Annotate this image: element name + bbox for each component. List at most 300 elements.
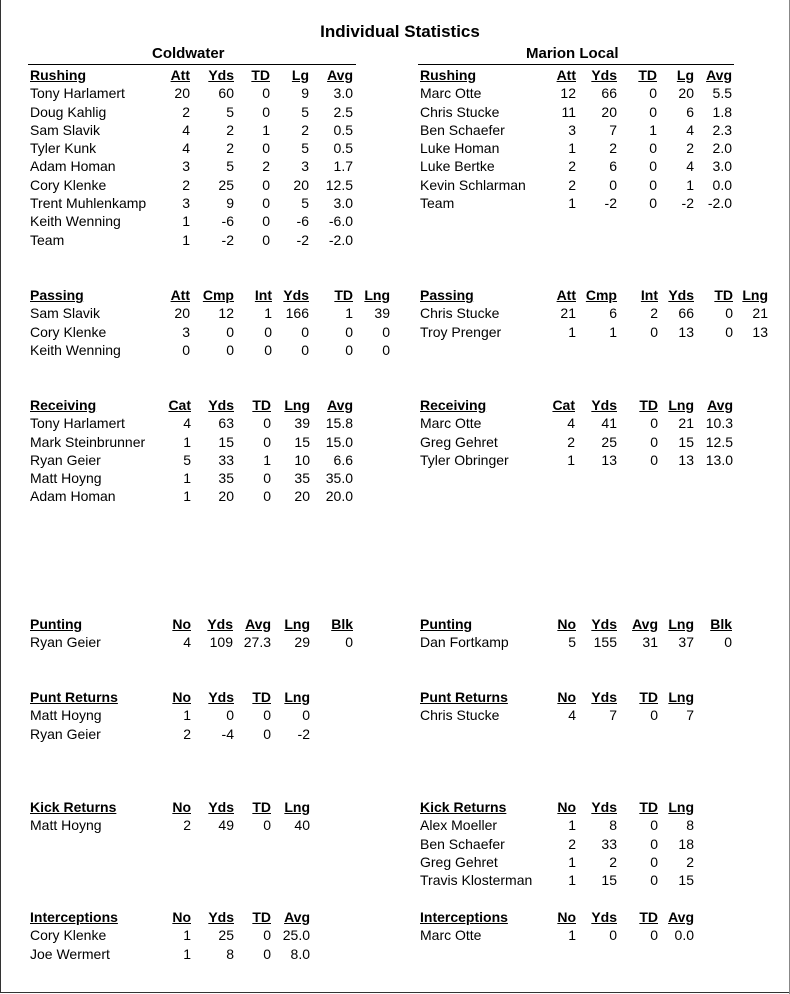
kick-returns-table-coldwater [30, 798, 310, 835]
section-heading: Punting [30, 616, 83, 632]
stat-value: 5 [183, 451, 191, 468]
player-name: Cory Klenke [30, 176, 107, 193]
column-header: No [557, 909, 576, 925]
receiving-table-coldwater [30, 396, 353, 506]
stat-value: 8 [686, 817, 694, 834]
column-header: TD [638, 67, 657, 83]
column-header: Cat [552, 397, 575, 413]
stat-value: 2 [226, 140, 234, 157]
stat-value: 0 [301, 323, 309, 340]
stat-value: -2.0 [328, 231, 353, 248]
stat-value: 25 [218, 927, 234, 944]
column-header: Lng [284, 616, 310, 632]
stat-value: 15 [601, 872, 617, 889]
player-name: Ben Schaefer [420, 835, 505, 852]
stat-value: 1 [183, 470, 191, 487]
team-rule-marion-local [418, 64, 734, 65]
column-header: Yds [207, 616, 233, 632]
player-name: Matt Hoyng [30, 707, 102, 724]
table-row [30, 725, 310, 743]
stat-value: -2.0 [707, 195, 732, 212]
player-name: Matt Hoyng [30, 817, 102, 834]
stat-value: 12 [560, 85, 576, 102]
column-header: Blk [710, 616, 732, 632]
stat-value: 12.5 [325, 176, 353, 193]
stat-value: 6 [609, 305, 617, 322]
table-header-row [30, 286, 390, 304]
stat-value: 2 [609, 140, 617, 157]
stat-value: 37 [678, 634, 694, 651]
table-row [420, 926, 694, 944]
stat-value: 15 [678, 872, 694, 889]
stat-value: 0.5 [333, 121, 353, 138]
stat-value: 1 [568, 140, 576, 157]
table-row [30, 139, 353, 157]
section-heading: Passing [420, 287, 474, 303]
rushing-table-marion-local [420, 66, 732, 212]
table-row [420, 816, 694, 834]
stat-value: 8 [609, 817, 617, 834]
player-name: Keith Wenning [30, 213, 121, 230]
stat-value: 27.3 [243, 634, 271, 651]
stat-value: 1 [649, 121, 657, 138]
column-header: Yds [591, 689, 617, 705]
stat-value: 4 [183, 415, 191, 432]
table-row [30, 84, 353, 102]
table-row [420, 706, 694, 724]
stat-value: 5.5 [712, 85, 732, 102]
stat-value: 33 [601, 835, 617, 852]
stat-value: 20.0 [325, 488, 353, 505]
table-row [30, 157, 353, 175]
player-name: Luke Bertke [420, 158, 495, 175]
stat-value: 1 [568, 323, 576, 340]
table-header-row [30, 66, 353, 84]
stat-value: 1 [568, 927, 576, 944]
stat-value: 5 [226, 158, 234, 175]
player-name: Matt Hoyng [30, 470, 102, 487]
stat-value: 6 [686, 103, 694, 120]
section-heading: Receiving [30, 397, 97, 413]
player-name: Ben Schaefer [420, 121, 505, 138]
stat-value: 0 [609, 927, 617, 944]
player-name: Chris Stucke [420, 103, 500, 120]
column-header: Att [556, 67, 576, 83]
table-row [420, 633, 732, 651]
table-row [420, 323, 768, 341]
table-row [30, 433, 353, 451]
stat-value: 0 [650, 707, 658, 724]
punting-table-marion-local [420, 615, 732, 652]
stat-value: -2 [221, 231, 234, 248]
stat-value: 1 [609, 323, 617, 340]
table-row [30, 231, 353, 249]
column-header: Avg [706, 67, 732, 83]
stat-value: 20 [293, 176, 309, 193]
player-name: Tyler Kunk [30, 140, 97, 157]
stat-value: 20 [678, 85, 694, 102]
player-name: Adam Homan [30, 158, 116, 175]
stat-value: 39 [374, 305, 390, 322]
stat-value: 1 [568, 817, 576, 834]
stat-value: 3.0 [333, 195, 353, 212]
column-header: No [172, 909, 191, 925]
stat-value: 1 [686, 176, 694, 193]
stat-value: 0 [382, 323, 390, 340]
team-header-marion-local: Marion Local [526, 45, 619, 62]
table-header-row [420, 908, 694, 926]
stat-value: 2 [183, 725, 191, 742]
player-name: Mark Steinbrunner [30, 433, 146, 450]
stat-value: 0.0 [712, 176, 732, 193]
stat-value: -2 [604, 195, 617, 212]
table-row [30, 414, 353, 432]
stat-value: 1 [183, 488, 191, 505]
stat-value: 33 [218, 451, 234, 468]
column-header: Att [170, 67, 190, 83]
column-header: TD [252, 689, 271, 705]
stat-value: 0 [262, 85, 270, 102]
stat-value: 0 [725, 323, 733, 340]
stat-value: 0 [650, 451, 658, 468]
table-header-row [30, 396, 353, 414]
stat-value: 2 [686, 853, 694, 870]
column-header: TD [639, 689, 658, 705]
stat-value: 0 [226, 707, 234, 724]
stat-value: 166 [285, 305, 309, 322]
stat-value: 2 [183, 817, 191, 834]
column-header: Lng [742, 287, 768, 303]
stat-value: 13 [678, 451, 694, 468]
table-row [30, 945, 310, 963]
section-heading: Punt Returns [30, 689, 118, 705]
stat-value: 6 [609, 158, 617, 175]
punt-returns-table-marion-local [420, 688, 694, 725]
section-heading: Punting [420, 616, 473, 632]
column-header: Avg [327, 67, 353, 83]
table-row [420, 194, 732, 212]
column-header: Lng [284, 397, 310, 413]
table-header-row [420, 615, 732, 633]
stat-value: 2 [609, 853, 617, 870]
stat-value: 1 [568, 195, 576, 212]
stat-value: 0 [649, 85, 657, 102]
table-row [420, 414, 733, 432]
section-heading: Punt Returns [420, 689, 508, 705]
stat-value: 41 [601, 415, 617, 432]
stat-value: 4 [567, 415, 575, 432]
column-header: No [557, 616, 576, 632]
player-name: Marc Otte [420, 927, 482, 944]
stat-value: -2 [297, 725, 310, 742]
stat-value: 8 [226, 945, 234, 962]
stat-value: 0 [263, 945, 271, 962]
stat-value: 66 [601, 85, 617, 102]
stat-value: 1 [263, 451, 271, 468]
stat-value: 0 [649, 195, 657, 212]
table-row [30, 212, 353, 230]
player-name: Tony Harlamert [30, 415, 125, 432]
table-row [30, 176, 353, 194]
stat-value: -6.0 [328, 213, 353, 230]
player-name: Dan Fortkamp [420, 634, 509, 651]
stat-value: 2 [686, 140, 694, 157]
player-name: Ryan Geier [30, 634, 101, 651]
player-name: Chris Stucke [420, 305, 500, 322]
table-row [420, 835, 694, 853]
player-name: Keith Wenning [30, 341, 121, 358]
table-row [30, 633, 353, 651]
stat-value: 3 [182, 195, 190, 212]
table-row [420, 103, 732, 121]
table-header-row [420, 396, 733, 414]
interceptions-table-marion-local [420, 908, 694, 945]
stat-value: 4 [686, 158, 694, 175]
stat-value: 5 [568, 634, 576, 651]
table-row [30, 103, 353, 121]
table-row [30, 121, 353, 139]
stat-value: 29 [294, 634, 310, 651]
column-header: Att [556, 287, 576, 303]
column-header: Yds [208, 67, 234, 83]
table-row [420, 853, 694, 871]
column-header: Att [170, 287, 190, 303]
column-header: Cat [168, 397, 191, 413]
player-name: Marc Otte [420, 85, 482, 102]
column-header: No [172, 616, 191, 632]
stat-value: 1 [183, 707, 191, 724]
player-name: Ryan Geier [30, 451, 101, 468]
stat-value: 20 [174, 305, 190, 322]
stat-value: 0 [263, 433, 271, 450]
stat-value: 0 [263, 470, 271, 487]
stat-value: 21 [752, 305, 768, 322]
stat-value: 15.8 [325, 415, 353, 432]
stat-value: 20 [601, 103, 617, 120]
table-row [30, 487, 353, 505]
stat-value: 11 [561, 103, 576, 120]
stat-value: 0 [345, 323, 353, 340]
stat-value: 0 [263, 817, 271, 834]
table-row [30, 451, 353, 469]
table-row [420, 304, 768, 322]
stat-value: 15 [678, 433, 694, 450]
stat-value: 1 [183, 945, 191, 962]
player-name: Kevin Schlarman [420, 176, 526, 193]
table-row [420, 84, 732, 102]
table-row [420, 451, 733, 469]
stat-value: 2.5 [333, 103, 353, 120]
column-header: Avg [245, 616, 271, 632]
stat-value: 0 [650, 817, 658, 834]
stat-value: 0 [650, 415, 658, 432]
stat-value: 60 [218, 85, 234, 102]
stat-value: 35.0 [325, 470, 353, 487]
stat-value: 13.0 [705, 451, 733, 468]
stat-value: 10 [294, 451, 310, 468]
stat-value: 4 [182, 140, 190, 157]
column-header: Yds [208, 799, 234, 815]
stat-value: 0 [262, 103, 270, 120]
table-row [420, 157, 732, 175]
stat-value: 0 [263, 725, 271, 742]
stat-value: 4 [568, 707, 576, 724]
column-header: Lng [668, 397, 694, 413]
stat-value: 15 [294, 433, 310, 450]
player-name: Sam Slavik [30, 305, 101, 322]
player-name: Troy Prenger [420, 323, 502, 340]
stat-value: 25 [601, 433, 617, 450]
table-row [30, 816, 310, 834]
column-header: Lng [284, 689, 310, 705]
column-header: Lng [668, 799, 694, 815]
stat-value: 155 [593, 634, 617, 651]
stat-value: 0 [382, 341, 390, 358]
table-header-row [420, 66, 732, 84]
column-header: Lg [676, 67, 694, 83]
stat-value: 0 [263, 927, 271, 944]
column-header: Int [640, 287, 658, 303]
stat-value: 31 [642, 634, 658, 651]
stat-value: 0 [345, 341, 353, 358]
stat-value: 3.0 [333, 85, 353, 102]
column-header: Int [254, 287, 272, 303]
stat-value: 7 [686, 707, 694, 724]
stat-value: 5 [301, 195, 309, 212]
stat-value: 49 [218, 817, 234, 834]
stat-value: 1 [182, 213, 190, 230]
column-header: Yds [208, 397, 234, 413]
column-header: TD [252, 799, 271, 815]
column-header: No [557, 689, 576, 705]
table-row [420, 433, 733, 451]
stat-value: 3 [568, 121, 576, 138]
stat-value: 0 [262, 213, 270, 230]
column-header: No [557, 799, 576, 815]
column-header: Yds [208, 909, 234, 925]
stat-value: 1 [182, 231, 190, 248]
column-header: TD [639, 799, 658, 815]
player-name: Chris Stucke [420, 707, 500, 724]
stat-value: 0 [649, 176, 657, 193]
stat-value: 0 [650, 853, 658, 870]
column-header: TD [639, 397, 658, 413]
stat-value: 0 [650, 433, 658, 450]
stat-value: 109 [209, 634, 233, 651]
player-name: Cory Klenke [30, 927, 107, 944]
stat-value: 0 [650, 872, 658, 889]
section-heading: Interceptions [420, 909, 508, 925]
stat-value: 0 [262, 140, 270, 157]
section-heading: Interceptions [30, 909, 118, 925]
table-header-row [30, 688, 310, 706]
stat-value: 0 [226, 323, 234, 340]
player-name: Ryan Geier [30, 725, 101, 742]
stat-value: -6 [221, 213, 234, 230]
stat-value: 13 [678, 323, 694, 340]
stat-value: 0 [264, 341, 272, 358]
stat-value: 35 [294, 470, 310, 487]
column-header: Lng [364, 287, 390, 303]
stat-value: 0 [345, 634, 353, 651]
player-name: Cory Klenke [30, 323, 107, 340]
table-row [30, 469, 353, 487]
stat-value: 0 [226, 341, 234, 358]
stat-value: 0 [262, 195, 270, 212]
stat-value: 5 [301, 103, 309, 120]
player-name: Sam Slavik [30, 121, 101, 138]
stat-value: 3 [301, 158, 309, 175]
stat-value: 0 [649, 140, 657, 157]
column-header: Yds [668, 287, 694, 303]
column-header: Lng [284, 799, 310, 815]
column-header: Yds [591, 616, 617, 632]
column-header: Cmp [585, 287, 617, 303]
table-row [30, 323, 390, 341]
stat-value: 4 [183, 634, 191, 651]
stat-value: 0 [724, 634, 732, 651]
rushing-table-coldwater [30, 66, 353, 249]
table-header-row [420, 798, 694, 816]
stat-value: 2 [568, 176, 576, 193]
stat-value: 2 [182, 176, 190, 193]
column-header: TD [251, 67, 270, 83]
column-header: Cmp [202, 287, 234, 303]
stat-value: 0 [263, 707, 271, 724]
stat-value: 2 [301, 121, 309, 138]
stat-value: 1 [183, 927, 191, 944]
column-header: Yds [591, 397, 617, 413]
stat-value: 12 [218, 305, 234, 322]
stat-value: 25.0 [282, 927, 310, 944]
passing-table-coldwater [30, 286, 390, 359]
player-name: Doug Kahlig [30, 103, 107, 120]
table-row [420, 139, 732, 157]
stat-value: 4 [686, 121, 694, 138]
column-header: TD [334, 287, 353, 303]
player-name: Luke Homan [420, 140, 500, 157]
stat-value: 0 [650, 323, 658, 340]
stat-value: 15 [218, 433, 234, 450]
interceptions-table-coldwater [30, 908, 310, 963]
stat-value: 13 [601, 451, 617, 468]
table-header-row [30, 908, 310, 926]
stat-value: 8.0 [290, 945, 310, 962]
stat-value: 1 [262, 121, 270, 138]
stat-value: 5 [226, 103, 234, 120]
stat-value: 40 [294, 817, 310, 834]
stat-value: 18 [678, 835, 694, 852]
stat-value: 0 [262, 176, 270, 193]
stat-value: 4 [182, 121, 190, 138]
player-name: Joe Wermert [30, 945, 110, 962]
stat-value: 13 [752, 323, 768, 340]
stat-value: 63 [218, 415, 234, 432]
stat-value: 0 [609, 176, 617, 193]
column-header: Yds [591, 799, 617, 815]
stat-value: 25 [218, 176, 234, 193]
stat-value: 5 [301, 140, 309, 157]
table-row [30, 926, 310, 944]
stat-value: 7 [609, 707, 617, 724]
stat-value: 2 [226, 121, 234, 138]
stat-value: 7 [609, 121, 617, 138]
player-name: Team [30, 231, 65, 248]
stat-value: 21 [560, 305, 576, 322]
player-name: Greg Gehret [420, 853, 498, 870]
stat-value: 0 [649, 103, 657, 120]
player-name: Tyler Obringer [420, 451, 509, 468]
